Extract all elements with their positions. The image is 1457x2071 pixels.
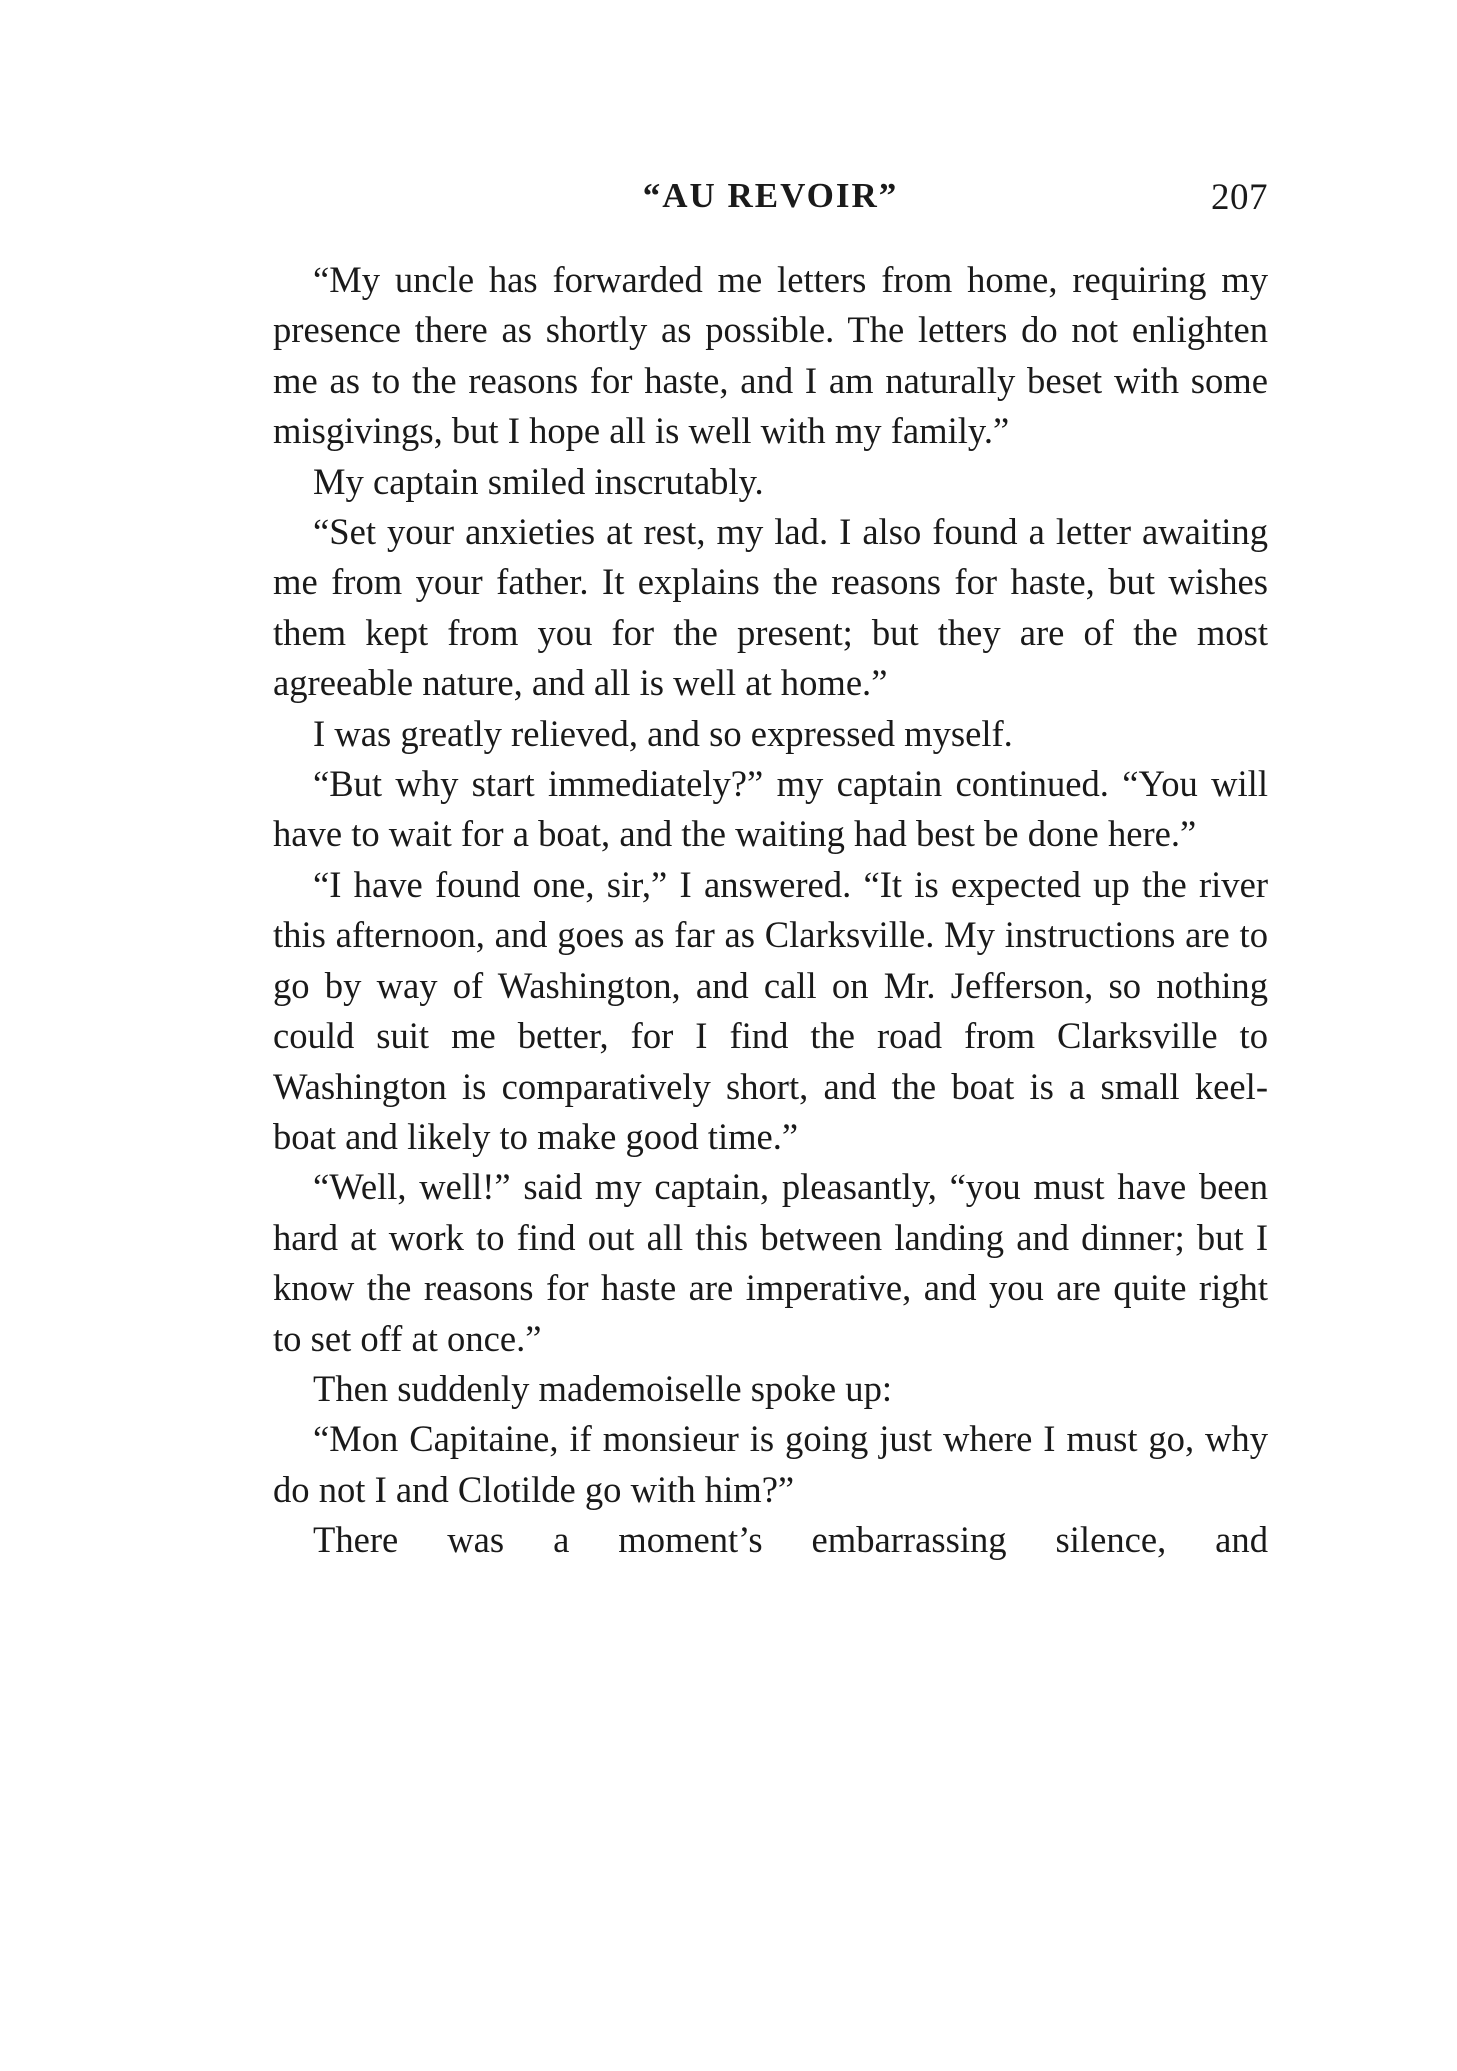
paragraph: “Set your anxieties at rest, my lad. I also found a letter awaiting me from your father. It explains the reasons for haste, but wishes them kept from you for the present; but they are of the most agreeable nature, and all is well at home.”: [273, 511, 1268, 704]
paragraph: “I have found one, sir,” I answered. “It is expected up the river this afternoon, and goes as far as Clarksville. My instructions are to go by way of Washington, and call on Mr. Jefferson, so nothing could suit me better, for I find the road from Clarksville to Washington is comparatively short, and the boat is a small keel-boat and likely to make good time.”: [273, 863, 1268, 1157]
paragraph: “But why start immediately?” my captain continued. “You will have to wait for a boat, and the waiting had best be done here.”: [273, 763, 1268, 855]
paragraph: “My uncle has forwarded me letters from home, requiring my presence there as shortly as possible. The letters do not enlighten me as to the reasons for haste, and I am naturally beset with some misgivings, but I hope all is well with my family.”: [273, 259, 1268, 452]
running-head: [273, 176, 1268, 226]
paragraph: “Mon Capitaine, if monsieur is going just where I must go, why do not I and Clotilde go with him?”: [273, 1418, 1268, 1510]
running-title: “AU REVOIR”: [642, 176, 899, 215]
paragraph: “Well, well!” said my captain, pleasantly, “you must have been hard at work to find out all this between landing and dinner; but I know the reasons for haste are imperative, and you are quite right to set off at once.”: [273, 1166, 1268, 1359]
paragraph: I was greatly relieved, and so expressed myself.: [313, 712, 1013, 754]
paragraph-continued: There was a moment’s embarrassing silence, and: [313, 1519, 1268, 1561]
page-number: 207: [1211, 177, 1268, 218]
body-text: [273, 255, 1268, 1566]
paragraph: Then suddenly mademoiselle spoke up:: [313, 1367, 893, 1409]
paragraph: My captain smiled inscrutably.: [313, 460, 764, 502]
